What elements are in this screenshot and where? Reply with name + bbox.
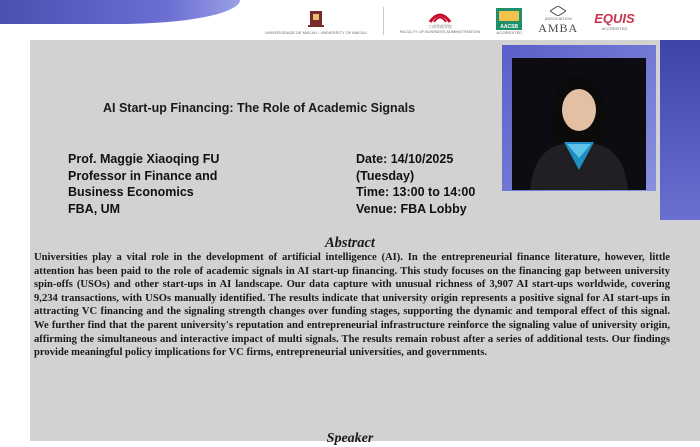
um-logo-text: UNIVERSIDADE DE MACAU / UNIVERSITY OF MACAU bbox=[265, 29, 367, 35]
speaker-position-1: Professor in Finance and bbox=[68, 168, 218, 183]
speaker-info bbox=[68, 151, 219, 217]
accreditation-logos bbox=[265, 2, 635, 40]
panel-accent-strip bbox=[660, 40, 700, 220]
aacsb-logo bbox=[496, 8, 522, 35]
speaker-name: Prof. Maggie Xiaoqing FU bbox=[68, 152, 220, 166]
amba-diamond-icon bbox=[550, 6, 566, 16]
aacsb-sub: ACCREDITED bbox=[496, 29, 523, 35]
amba-label: AMBA bbox=[538, 21, 579, 35]
aacsb-badge-icon bbox=[496, 8, 522, 30]
event-venue: Venue: FBA Lobby bbox=[356, 201, 467, 216]
speaker-affiliation: FBA, UM bbox=[68, 201, 121, 216]
abstract-body: Universities play a vital role in the development of artificial intelligence (AI). In the entrepreneurial finance literature, however, little attention has been paid to the role of academic signals in AI start-up financing. This study focuses on the financing gap between university spin-offs (USOs) and other start-ups in AI landscape. Our data capture with unusual richness of 3,907 AI start-ups worldwide, covering 9,234 transactions, with USOs manually identified. The results indicate that university origin represents a positive signal for AI start-ups in attracting VC financing and the signaling strength changes over funding stages, supporting the dynamic and temporal effect of this signal. We further find that the parent university's reputation and entrepreneurial infrastructure reinforce the signaling value of university origin, affirming the simultaneous and interactive impact of multi signals. The results remain robust after a series of additional tests. Our findings provide meaningful policy implications for VC firms, entrepreneurial universities, and governments. bbox=[34, 252, 670, 359]
um-crest-icon bbox=[304, 8, 328, 30]
event-date: Date: 14/10/2025 bbox=[356, 152, 454, 166]
equis-logo bbox=[594, 11, 634, 31]
um-logo bbox=[265, 8, 367, 35]
header-strip bbox=[0, 0, 700, 40]
talk-title: AI Start-up Financing: The Role of Academic Signals bbox=[103, 101, 416, 115]
header-accent-shape bbox=[0, 0, 240, 24]
speaker-portrait-icon bbox=[512, 58, 646, 190]
equis-sub: ACCREDITED bbox=[601, 26, 628, 31]
amba-small: ASSOCIATION bbox=[544, 16, 572, 21]
speaker-position-2: Business Economics bbox=[68, 185, 194, 199]
equis-label: EQUIS bbox=[594, 11, 635, 26]
aacsb-label: AACSB bbox=[500, 23, 519, 30]
next-section-heading: Speaker bbox=[326, 431, 374, 446]
speaker-photo bbox=[512, 58, 646, 190]
fba-logo bbox=[400, 8, 480, 34]
event-time: Time: 13:00 to 14:00 bbox=[356, 185, 476, 199]
fba-mark-icon bbox=[428, 8, 452, 24]
event-day: (Tuesday) bbox=[356, 168, 415, 183]
event-info bbox=[356, 151, 475, 217]
fba-logo-cn: 工商管理學院 bbox=[427, 24, 452, 29]
fba-logo-text: FACULTY OF BUSINESS ADMINISTRATION bbox=[399, 29, 481, 34]
amba-logo bbox=[538, 6, 578, 36]
logo-divider bbox=[383, 7, 384, 35]
abstract-heading: Abstract bbox=[325, 235, 375, 251]
